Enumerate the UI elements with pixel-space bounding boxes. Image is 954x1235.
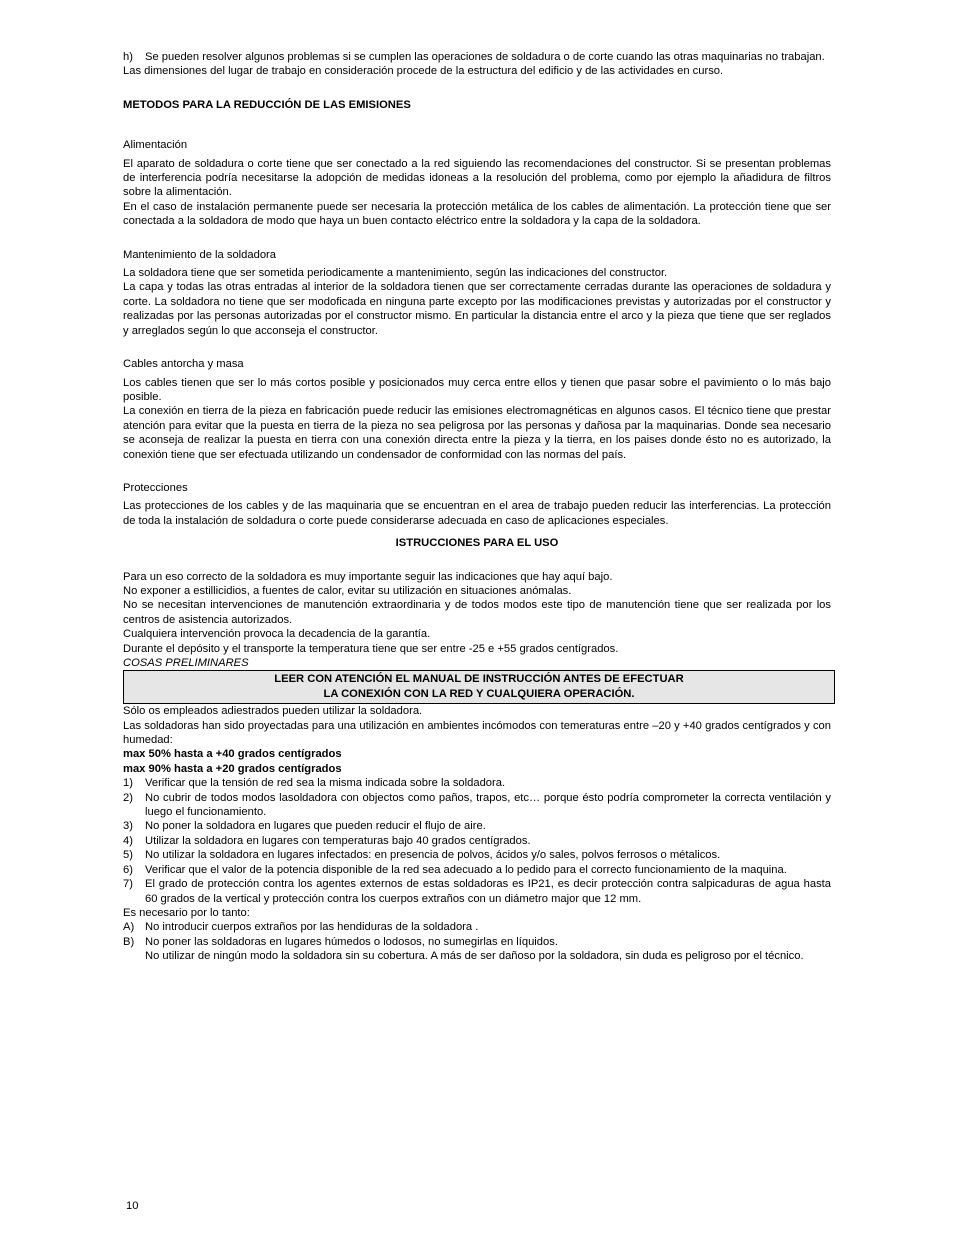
paragraph-mantenimiento-2: La capa y todas las otras entradas al interior de la soldadora tienen que ser correctamente cerradas durante las operaciones de soldadura y corte. La soldadora no tiene que ser modoficada en ninguna parte excepto por las modificaciones previstas y autorizadas por el constructor y realizadas por las personas autorizadas por el constructor mismo. En particular la distancia entre el arco y la pieza que tiene que ser reglados y arreglados según lo que acconseja el constructor. — [123, 281, 831, 337]
list-item — [123, 776, 831, 790]
paragraph-mantenimiento-1: La soldadora tiene que ser sometida periodicamente a mantenimiento, según las indicaciones del constructor. — [123, 267, 668, 280]
list-marker: 5) — [123, 849, 133, 862]
warning-line-1: LEER CON ATENCIÓN EL MANUAL DE INSTRUCCIÓN ANTES DE EFECTUAR — [274, 673, 684, 686]
list-text: El grado de protección contra los agentes externos de estas soldadoras es IP21, es decir protección contra salpicaduras de agua hasta 60 grados de la vertical y protección contra los cuerpos extraños con un diámetro major que 12 mm. — [145, 878, 831, 905]
list-item — [123, 848, 831, 862]
paragraph-necesario: Es necesario por lo tanto: — [123, 906, 250, 919]
numbered-list — [123, 776, 831, 906]
paragraph-uso-4: Cualquiera intervención provoca la decadencia de la garantía. — [123, 628, 431, 641]
list-text: Verificar que el valor de la potencia disponible de la red sea adecuado a lo pedido para el correcto funcionamiento de la maquina. — [145, 863, 787, 876]
paragraph-cables-2: La conexión en tierra de la pieza en fabricación puede reducir las emisiones electromagnéticas en algunos casos. El técnico tiene que prestar atención para evitar que la puesta en tierra de la pieza no sea peligrosa por las personas y dañosa par la maquinarias. Donde sea necesario se aconseja de realizar la puesta en tierra con una conexión directa entre la pieza y la tierra, en los paises donde ésto no es autorizado, la conexión tiene que ser efectuada utilizando un condensador de conformidad con las normas del país. — [123, 405, 831, 461]
paragraph-uso-2: No exponer a estillicidios, a fuentes de calor, evitar su utilización en situaciones anómalas. — [123, 584, 572, 597]
list-marker: 3) — [123, 820, 133, 833]
list-item — [123, 935, 831, 949]
list-marker: 7) — [123, 878, 133, 891]
warning-box — [123, 670, 835, 704]
paragraph-solo: Sólo os empleados adiestrados pueden utilizar la soldadora. — [123, 705, 423, 718]
list-marker: 6) — [123, 863, 133, 876]
heading-uso: ISTRUCCIONES PARA EL USO — [395, 537, 559, 550]
list-text: Utilizar la soldadora en lugares con temperaturas bajo 40 grados centígrados. — [145, 834, 531, 847]
list-item — [123, 877, 831, 906]
heading-metodos: METODOS PARA LA REDUCCIÓN DE LAS EMISIONES — [123, 98, 411, 111]
paragraph-dimensions: Las dimensiones del lugar de trabajo en consideración procede de la estructura del edificio y de las actividades en curso. — [123, 65, 724, 78]
list-marker: A) — [123, 921, 135, 934]
list-text: No poner la soldadora en lugares que pueden reducir el flujo de aire. — [145, 820, 486, 833]
paragraph-uso-1: Para un eso correcto de la soldadora es muy importante seguir las indicaciones que hay aquí bajo. — [123, 570, 613, 583]
list-item — [123, 819, 831, 833]
warning-line-2: LA CONEXIÓN CON LA RED Y CUALQUIERA OPERACIÓN. — [323, 687, 635, 700]
list-item — [123, 791, 831, 820]
subheading-alimentacion: Alimentación — [123, 139, 188, 152]
subheading-protecciones: Protecciones — [123, 481, 188, 494]
list-marker: 2) — [123, 791, 133, 804]
subheading-cables: Cables antorcha y masa — [123, 358, 244, 371]
list-text: No utilizar la soldadora en lugares infectados: en presencia de polvos, ácidos y/o sales, polvos ferrosos o métalicos. — [145, 849, 721, 862]
humidity-limit-50: max 50% hasta a +40 grados centígrados — [123, 748, 342, 761]
page-number: 10 — [126, 1200, 139, 1212]
paragraph-protecciones: Las protecciones de los cables y de las maquinaria que se encuentran en el area de trabajo pueden reducir las interferencias. La protección de toda la instalación de soldadura o corte puede considerarse adecuada en caso de aplicaciones especiales. — [123, 500, 831, 527]
list-text: No poner las soldadoras en lugares húmedos o lodosos, no sumegirlas en líquidos. — [145, 935, 558, 948]
humidity-limit-90: max 90% hasta a +20 grados centígrados — [123, 762, 342, 775]
list-item — [123, 920, 831, 934]
list-marker: h) — [123, 51, 133, 63]
list-text: No introducir cuerpos extraños por las hendiduras de la soldadora . — [145, 921, 479, 934]
paragraph-cables-1: Los cables tienen que ser lo más cortos posible y posicionados muy cerca entre ellos y tienen que pasar sobre el pavimiento o lo más bajo posible. — [123, 376, 831, 403]
paragraph-uso-3: No se necesitan intervenciones de manutención extraordinaria y de todos modos este tipo de manutención tiene que ser realizada por los centros de asistencia autorizados. — [123, 599, 831, 626]
subheading-mantenimiento: Mantenimiento de la soldadora — [123, 248, 276, 261]
list-text: No cubrir de todos modos lasoldadora con objectos como paños, trapos, etc… porque ésto podría comprometer la correcta ventilación y luego el funcionamiento. — [145, 791, 831, 819]
list-item — [123, 863, 831, 877]
list-marker: 4) — [123, 834, 133, 847]
list-item-h — [123, 50, 831, 64]
list-text: Se pueden resolver algunos problemas si se cumplen las operaciones de soldadura o de corte cuando las otras maquinarias no trabajan. — [145, 51, 825, 63]
list-item-continuation — [123, 949, 831, 963]
lettered-list — [123, 920, 831, 963]
page-content — [123, 50, 831, 964]
subheading-cosas-preliminares: COSAS PRELIMINARES — [123, 657, 249, 669]
paragraph-uso-5: Durante el depósito y el transporte la temperatura tiene que ser entre -25 e +55 grados centígrados. — [123, 642, 619, 655]
paragraph-proyectadas: Las soldadoras han sido proyectadas para una utilización en ambientes incómodos con temeraturas entre –20 y +40 grados centígrados y con humedad: — [123, 719, 831, 747]
list-marker: B) — [123, 935, 135, 948]
list-text: Verificar que la tensión de red sea la misma indicada sobre la soldadora. — [145, 777, 506, 790]
list-text: No utilizar de ningún modo la soldadora sin su cobertura. A más de ser dañoso por la soldadora, sin duda es peligroso por el técnico. — [145, 950, 804, 963]
paragraph-alimentacion-1: El aparato de soldadura o corte tiene que ser conectado a la red siguiendo las recomendaciones del constructor. Si se presentan problemas de interferencia podría necesitarse la adopción de medidas idoneas a la resolución del problema, como por ejemplo la añadidura de filtros sobre la alimentación. — [123, 157, 831, 199]
list-item — [123, 834, 831, 848]
paragraph-alimentacion-2: En el caso de instalación permanente puede ser necesaria la protección metálica de los cables de alimentación. La protección tiene que ser conectada a la soldadora de modo que haya un buen contacto eléctrico entre la soldadora y la capa de la soldadora. — [123, 200, 831, 228]
list-marker: 1) — [123, 777, 133, 790]
